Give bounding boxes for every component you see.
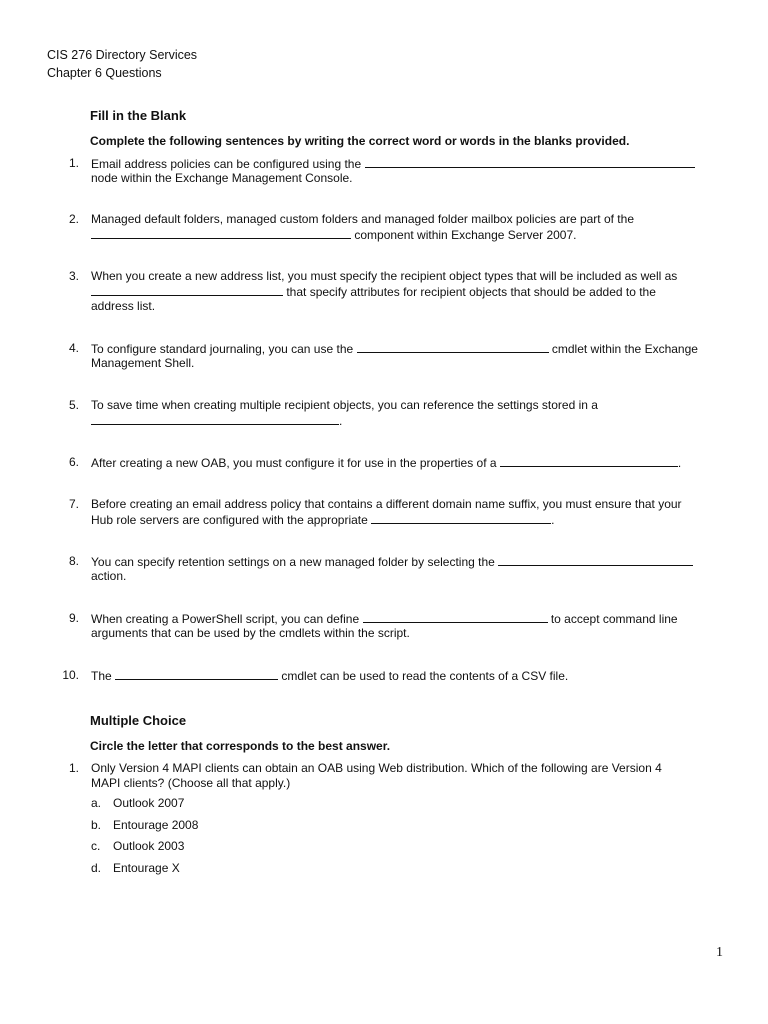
course-title: CIS 276 Directory Services	[47, 48, 198, 62]
question-text: address list.	[91, 299, 156, 313]
question-text: You can specify retention settings on a new managed folder by selecting the	[91, 555, 495, 569]
question-text: cmdlet can be used to read the contents of a CSV file.	[281, 669, 569, 683]
question-text: When you create a new address list, you must specify the recipient object types that will be included as well as	[91, 269, 678, 283]
answer-blank[interactable]	[357, 341, 549, 353]
question-number: 4.	[68, 341, 79, 355]
question-text: .	[339, 414, 343, 428]
question-text: .	[677, 456, 682, 470]
question-text: To configure standard journaling, you can use the	[91, 342, 354, 356]
question-text: To save time when creating multiple recipient objects, you can reference the settings stored in a	[91, 398, 598, 412]
question-number: 1.	[68, 761, 79, 775]
question-number: 9.	[68, 611, 79, 625]
question-number: 6.	[68, 455, 79, 469]
question-text: component within Exchange Server 2007.	[354, 228, 577, 242]
answer-blank[interactable]	[91, 284, 283, 296]
question-text: .	[551, 513, 555, 527]
question-text: Before creating an email address policy that contains a different domain name suffix, you must ensure that your	[91, 497, 682, 511]
chapter-title: Chapter 6 Questions	[47, 66, 162, 80]
question-number: 1.	[68, 156, 79, 170]
answer-blank[interactable]	[498, 554, 693, 566]
answer-blank[interactable]	[500, 455, 678, 467]
question-text: When creating a PowerShell script, you can define	[91, 612, 360, 626]
section-title-fill-in-blank: Fill in the Blank	[90, 108, 187, 123]
question-text: Email address policies can be configured using the	[91, 157, 362, 171]
answer-blank[interactable]	[363, 611, 548, 623]
question-text: Only Version 4 MAPI clients can obtain an OAB using Web distribution. Which of the following are Version 4	[91, 761, 662, 775]
question-text: action.	[91, 569, 127, 583]
choice-letter: a.	[91, 796, 102, 810]
choice-text: Outlook 2007	[113, 796, 185, 810]
question-text: The	[91, 669, 112, 683]
section-title-multiple-choice: Multiple Choice	[90, 713, 187, 728]
choice-text: Entourage 2008	[113, 818, 199, 832]
fill-in-blank-instructions: Complete the following sentences by writing the correct word or words in the blanks provided.	[90, 134, 630, 148]
question-text: Managed default folders, managed custom folders and managed folder mailbox policies are part of the	[91, 212, 634, 226]
answer-blank[interactable]	[115, 668, 278, 680]
page-number: 1	[716, 945, 723, 960]
question-number: 2.	[68, 212, 79, 226]
choice-letter: c.	[91, 839, 101, 853]
question-text: arguments that can be used by the cmdlets within the script.	[91, 626, 410, 640]
answer-blank[interactable]	[91, 227, 351, 239]
answer-blank[interactable]	[365, 156, 695, 168]
multiple-choice-instructions: Circle the letter that corresponds to the best answer.	[90, 739, 391, 753]
question-number: 5.	[68, 398, 79, 412]
answer-blank[interactable]	[91, 413, 339, 425]
question-text: cmdlet within the Exchange	[551, 342, 698, 356]
choice-letter: d.	[91, 861, 102, 875]
question-text: Management Shell.	[91, 356, 195, 370]
question-number: 8.	[68, 554, 79, 568]
question-text: node within the Exchange Management Console.	[91, 171, 353, 185]
choice-text: Entourage X	[113, 861, 180, 875]
question-number: 10.	[62, 668, 79, 682]
question-number: 3.	[68, 269, 79, 283]
question-text: that specify attributes for recipient objects that should be added to the	[286, 285, 656, 299]
question-text: After creating a new OAB, you must configure it for use in the properties of a	[91, 456, 497, 470]
question-text: MAPI clients? (Choose all that apply.)	[91, 776, 291, 790]
question-text: to accept command line	[550, 612, 678, 626]
question-text: Hub role servers are configured with the appropriate	[91, 513, 368, 527]
answer-blank[interactable]	[371, 512, 551, 524]
choice-letter: b.	[91, 818, 102, 832]
choice-text: Outlook 2003	[113, 839, 185, 853]
question-number: 7.	[68, 497, 79, 511]
